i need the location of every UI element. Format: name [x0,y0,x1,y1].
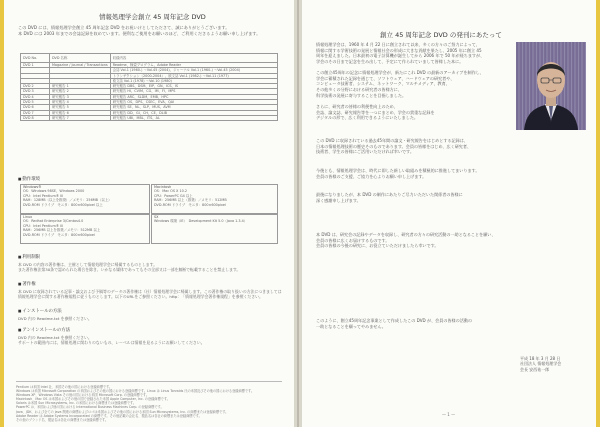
note-line: Macintosh、Mac OS は米国およびその他の国で登録された米国 Apple Computer, Inc. の登録商標です。 [16,397,170,402]
table-cell: 研究報告 1 [50,84,111,89]
table-cell: Readme、検索プログラム、Adobe Reader [110,63,277,68]
note-line: PowerPC は、米国および他の国における International Business Machines Corp. の登録商標です。 [16,405,164,410]
table-cell: 研究報告 7 [50,115,111,120]
env-line: DVD-ROM ドライブ モニタ：800×600pixel 以上 [23,202,103,207]
env-box-title: Macintosh [154,185,172,189]
message-paragraph-7 [316,232,584,249]
install-line: DVD 内の Readme.txt を参照ください。 [18,316,92,321]
table-cell: 研究報告 4 [50,100,111,105]
right-page-title: 創立 45 周年記念 DVD の発刊にあたって [380,31,502,39]
message-line: さらに、研究者の皆様の利便性向上のため、 [316,104,398,109]
message-line: 学会に蓄積された記録を通じて、ソフトウェア、ハードウェアの研究者や、 [316,75,455,81]
message-line: 情報に関する学術技術の発展と情報社会の形成に大きな貢献を果たし、2005 年に創立 45 [316,47,482,53]
env-line: DVD-ROM ドライブ モニタ：800×600pixel [154,202,226,207]
message-line: 最後になりましたが、本 DVD の制作にあたりご尽力いただいた関係者の皆様に [316,192,463,197]
section-heading-copyright: ■ 著作権 [18,281,36,287]
table-cell: DVD 3 [21,89,50,94]
table-cell: DVD 2 [21,84,50,89]
env-line: DVD-ROM ドライブ モニタ：800×600pixel [23,232,95,237]
intro-text [18,25,280,36]
table-cell: トランザクション（2000-2004）、欧文誌 Vol.1 (1982-) 〜Vol.11 (1977) [110,73,277,78]
env-box-linux [20,214,150,244]
message-line: その他多くの分野における研究者の皆様方に、 [316,87,402,93]
message-line: この創立45周年の記念に情報処理学会が、新たにこれ DVD の最新のアーカイブを制作し、 [316,70,484,75]
table-cell: Magazine / Journal / Transactions [50,63,111,68]
message-paragraph-8 [316,318,584,329]
message-line: 会員の皆様のご支援、ご協力を心よりお願い申し上げます。 [316,173,427,179]
table-cell: 研究報告 DBS、DSM、EIP、GN、ICS、IS [110,84,277,89]
table-cell: 研究報告 5 [50,105,111,110]
section-heading-uninstall: ■ アンインストールの方法 [18,327,70,333]
trademark-notes [16,381,282,422]
table-cell: 研究報告 2 [50,89,111,94]
table-cell: 研究報告 OS、DPS、CSEC、EVA、QAI [110,100,277,105]
env-line: RAM：128MB（以上を推奨）／メモリ：256MB（以上） [23,198,112,203]
message-line: 会員の皆様の今後の研究に、お役立ていただけましたら幸いです。 [316,243,439,249]
env-line: OS：Windows 98SE、Windows 2000 [23,189,85,194]
env-line: CPU：Intel Pentium® III [23,193,64,198]
usage-text [18,262,280,272]
note-line: Adobe Reader は Adobe Systems Incorporated の商標です。その他記載の会社名、製品名は各社の商標または登録商標です。 [16,413,202,418]
message-line: 今後とも、情報処理学会は、時代に即した新しい取組みを積極的に推進してまいります。 [316,168,480,173]
table-header: DVD No. [21,54,50,63]
message-line: 一助となることを願ってやみません。 [316,323,386,329]
section-heading-install: ■ インストールの方法 [18,308,62,314]
left-page [4,0,294,427]
message-line: 会員の皆様に広くお届けするものです。 [316,237,390,243]
intro-line: この DVD には、情報処理学会創立 45 周年記念 DVD をお祝いけとしてたださて、誠にありがとうございます。 [18,25,230,30]
message-line: 周年を迎えました。日本最初の電子計算機が誕生してから 2006 年で 50 年が経ちますが、 [316,53,485,59]
message-line: 日本の情報処理技術の歴史そのものであります。会員の皆様をはじめ、広く研究者、 [316,143,472,149]
signature-organization: 社団法人 情報処理学会 [520,361,562,367]
env-line: OS：Redhat Enterprise 3/Centos4.0 [23,219,84,224]
copyright-line: 本 DVD に収録されている記事・論文および予稿等のデータの著作権は（社）情報処理学会に帰属します。この著作権の取り扱いの方法につきましては [18,289,282,294]
message-line: 科学技術の発展に寄与することを目指しました。 [316,92,407,98]
table-cell: 研究報告 HI、CVIM、CG、IM、FI、MPS [110,89,277,94]
message-line: 学会のその日まで記念を生み出して、予定にて作られていまして皆様した本に。 [316,59,464,65]
table-cell: DVD 5 [21,100,50,105]
section-heading-usage: ■ 利用制限 [18,254,40,260]
table-cell: 研究報告 SE、NL、SLP、MUS、AVM [110,105,277,110]
table-cell: 研究報告 ARC、SLDM、EMB、HPC [110,94,277,99]
table-header-row [21,54,278,63]
book-spine [294,0,302,427]
message-line: 技術者、学生の皆様にご活用いただければ幸いです。 [316,149,414,155]
note-line: Java、JDK、および全ての Java 関連の商標およびロゴは米国およびその他の国における米国 Sun Microsystems, Inc. の商標または登録商標です。 [16,409,229,414]
usage-line: 本 DVD の内容の著作権は、主催として情報処理学会に帰属するものとします。 [18,262,158,267]
usage-line: また著作権法第30条で認められた場合を除き、いかなる媒体であってもその全部又は一部を無断で転載することを禁止します。 [18,267,241,273]
table-cell: 研究報告 6 [50,110,111,115]
env-line: RAM：256MB 以上（推奨）／メモリ：512MB [154,198,227,203]
note-line: Pentium は米国 Intel 社、米国その他の国における登録商標です。 [16,385,113,389]
env-box-java [151,214,278,244]
note-line: その他のブランド名、製品名は各社の商標または登録商標です。 [16,417,109,422]
note-line: Windows は米国 Microsoft Corporation の米国およびその他の国における登録商標です。Linux は Linus Torvalds 氏の米国及びその他の国における登録商標です。 [16,389,255,394]
message-paragraph-3 [316,104,522,121]
env-box-title: Windows® [23,185,42,189]
page-number: — 1 — [442,412,456,417]
copyright-line: 情報処理学会に関する著作権規程に従うものとします。以下のURLをご参照ください。http：「情報処理学会著作権規程」を参照ください。 [18,294,263,300]
message-line: デジタルの形で、広く利用できるようにいたしました。 [316,115,419,121]
table-header: 収録内容 [110,54,277,63]
table-row [21,115,278,120]
table-cell: DVD 7 [21,110,50,115]
table-cell: 研究報告 3 [50,94,111,99]
table-cell: 会誌 Vol.1 (1960-) 〜Vol.45 (2004)、ジャーナル Vol.1 (1960-) 〜Vol.45 (2004) [110,68,277,73]
uninstall-line: サポートの範囲内には、情報処理に関わりのないもの、レーベルは情報を見るようにお願いしてください。 [18,340,205,346]
table-header: DVD 名称 [50,54,111,63]
message-line: 深く感謝申し上げます。 [316,197,361,203]
uninstall-line: DVD 内の Readme.txt を参照ください。 [18,335,92,340]
message-line: 情報処理学会は、1960 年 4 月 22 日に創立されて以来、多くの方々のご努力によって、 [316,42,480,47]
table-cell: 研究報告 UBI、MBL、ITS、AL [110,115,277,120]
message-line: この DVD に収録されている過去45年間の論文・研究報告をはじめとする記録は、 [316,138,468,143]
table-cell: DVD 1 [21,63,50,68]
env-line: Windows 環境（IE） Development Kit 5.0（Java 1.3.4） [154,219,248,224]
message-line: コンピュータ技術者、システム、ネットワーク、マルチメディア、教育、 [316,81,450,87]
signature-date: 平成 18 年 3 月 28 日 [520,356,561,361]
env-box-title: Linux [23,215,33,219]
portrait-photo [516,42,586,130]
note-line: Windows XP、Windows Vista その他の国における米国 Microsoft Corp. の登録商標です。 [16,393,150,398]
env-line: OS：Mac OS X 10.2 [154,189,188,194]
uninstall-text [18,335,280,345]
dvd-contents-table [20,53,278,121]
env-box-windows [20,184,150,214]
message-paragraph-6 [316,192,584,203]
signature-name: 会長 安西祐一郎 [520,366,550,372]
install-text [18,316,280,321]
table-cell: 研究報告 DD、GI、CH、CE、DLIB [110,110,277,115]
message-line: 会誌、論文誌、研究報告等を一つにまとめ、学会の貴重な記録を [316,109,435,115]
table-cell: DVD 4 [21,94,50,99]
portrait-image [516,42,586,130]
table-cell: DVD 8 [21,115,50,120]
message-paragraph-5 [316,168,584,179]
intro-line: 本 DVD には 2003 年までの会誌記録を収めています。便利なご使用をお願いのほど、ご利用くださるようお願い申し上げます。 [18,30,261,36]
message-paragraph-2 [316,70,522,99]
table-cell: 欧文誌 Vol.1 (1978) 〜Vol.10 (1980) [110,78,277,83]
right-page [302,0,596,427]
copyright-text [18,289,280,299]
section-heading-environment: ■ 動作環境 [18,176,40,182]
env-line: CPU：PowerPC G4 以上 [154,193,193,198]
message-paragraph-1 [316,42,522,65]
env-box-macintosh [151,184,278,214]
note-line: Solaris は米国 Sun Microsystems, Inc. の米国における商標または登録商標です。 [16,401,137,406]
left-page-title: 情報処理学会創立 45 周年記念 DVD [99,13,206,21]
message-line: 本 DVD は、研究会の記録やデータを収録し、研究者の方々の研究活動の一助となることを願い、 [316,232,496,237]
env-line: CPU：Intel Pentium® III [23,223,64,228]
signature-block [520,356,561,372]
message-paragraph-4 [316,138,584,155]
env-line: RAM：256MB 以上を推奨／メモリ：512MB 以上 [23,228,101,233]
message-line: このように、創立45周年記念事業として作成したこの DVD が、会員の皆様の活動の [316,318,473,323]
env-box-title: SX [154,215,159,219]
table-cell: DVD 6 [21,105,50,110]
